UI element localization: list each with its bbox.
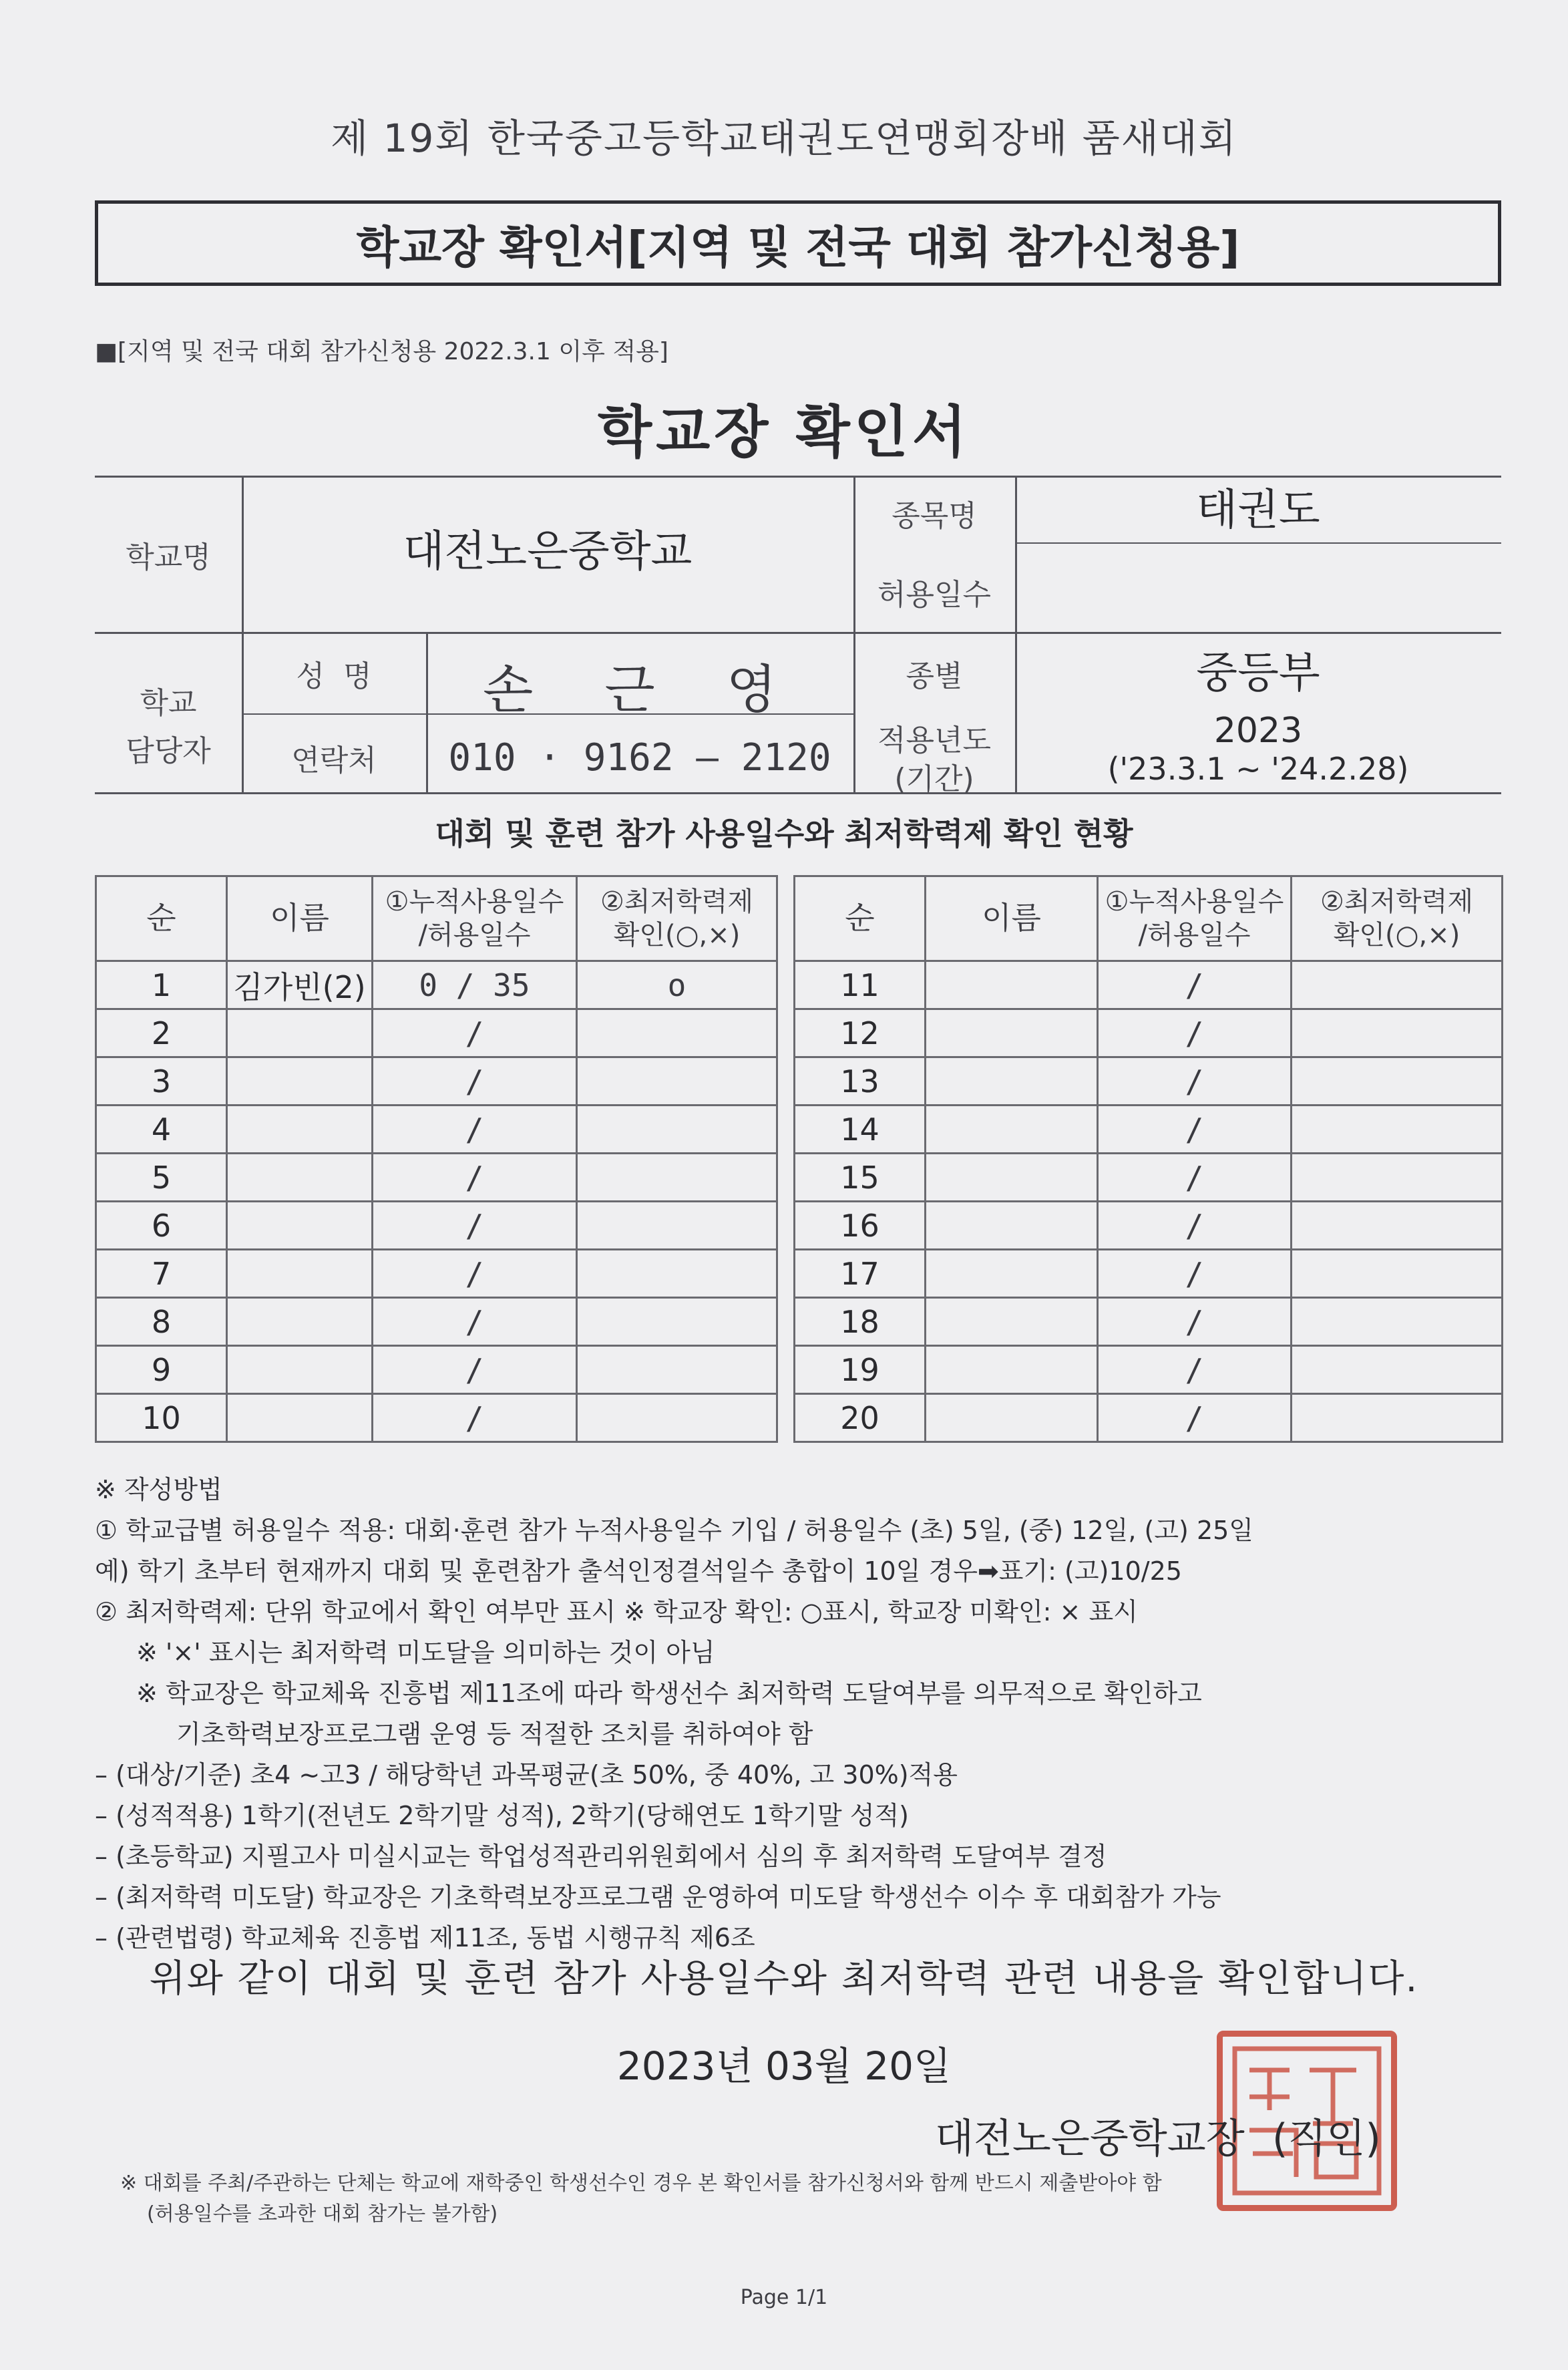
row-days-cell: / (1098, 1202, 1292, 1250)
note-line: ① 학교급별 허용일수 적용: 대회·훈련 참가 누적사용일수 기입 / 허용일수 (초) 5일, (중) 12일, (고) 25일 (95, 1516, 1254, 1545)
header-no-right: 순 (795, 876, 926, 961)
sport-label: 종목명 (892, 499, 977, 533)
note-line: ※ 작성방법 (95, 1475, 222, 1504)
note-line: – (대상/기준) 초4 ~고3 / 해당학년 과목평균(초 50%, 중 40%, 고 30%)적용 (95, 1760, 958, 1790)
row-acad-cell (577, 1250, 777, 1298)
row-no-cell: 4 (96, 1106, 227, 1154)
row-name-cell (926, 1154, 1098, 1202)
info-bottom-border (95, 792, 1501, 794)
header-acad-left (577, 876, 777, 961)
row-acad-cell: o (577, 961, 777, 1009)
header-days-right (1098, 876, 1292, 961)
row-acad-cell (1292, 1154, 1503, 1202)
issue-date: 2023년 03월 20일 (616, 2043, 952, 2089)
row-name-cell (227, 1298, 373, 1346)
row-days-cell: / (373, 1106, 577, 1154)
row-no-cell: 11 (795, 961, 926, 1009)
table-row (96, 1057, 1503, 1106)
row-days-cell: / (1098, 1009, 1292, 1057)
year-value: 2023 (1213, 711, 1303, 751)
row-days-cell: / (1098, 1106, 1292, 1154)
row-name-cell (227, 1106, 373, 1154)
row-no-cell: 14 (795, 1106, 926, 1154)
note-line: ② 최저학력제: 단위 학교에서 확인 여부만 표시 ※ 학교장 확인: ○표시, 학교장 미확인: × 표시 (95, 1597, 1138, 1627)
row-name-cell (926, 1298, 1098, 1346)
year-label-line1: 적용년도 (877, 723, 991, 757)
header-acad-line1: ②최저학력제 (600, 886, 754, 917)
row-name-cell (227, 1394, 373, 1442)
row-name-cell (926, 961, 1098, 1009)
row-no-cell: 10 (96, 1394, 227, 1442)
row-name-cell (227, 1250, 373, 1298)
row-days-cell: / (1098, 1298, 1292, 1346)
table-row (96, 1154, 1503, 1202)
header-acad-line1: ②최저학력제 (1320, 886, 1474, 917)
row-days-cell: / (373, 1394, 577, 1442)
row-no-cell: 13 (795, 1057, 926, 1106)
row-acad-cell (577, 1346, 777, 1394)
scope-note: ■[지역 및 전국 대회 참가신청용 2022.3.1 이후 적용] (95, 338, 668, 365)
row-name-cell (926, 1106, 1098, 1154)
note-line: ※ 학교장은 학교체육 진흥법 제11조에 따라 학생선수 최저학력 도달여부를 의무적으로 확인하고 (136, 1679, 1202, 1708)
row-acad-cell (577, 1394, 777, 1442)
footnote-line1: ※ 대회를 주최/주관하는 단체는 학교에 재학중인 학생선수인 경우 본 확인서를 참가신청서와 함께 반드시 제출받아야 함 (120, 2172, 1162, 2195)
table-gap (777, 1202, 795, 1250)
row-days-cell: / (373, 1202, 577, 1250)
division-value: 중등부 (1196, 649, 1320, 698)
row-days-cell: / (373, 1057, 577, 1106)
table-gap (777, 876, 795, 961)
row-no-cell: 20 (795, 1394, 926, 1442)
row-no-cell: 18 (795, 1298, 926, 1346)
row-days-cell: / (1098, 1057, 1292, 1106)
row-days-cell: / (1098, 1154, 1292, 1202)
confirmation-statement: 위와 같이 대회 및 훈련 참가 사용일수와 최저학력 관련 내용을 확인합니다. (149, 1957, 1419, 2001)
notes-section (95, 1470, 1511, 1959)
header-name-right: 이름 (926, 876, 1098, 961)
row-no-cell: 8 (96, 1298, 227, 1346)
row-name-cell (926, 1202, 1098, 1250)
header-days-line1: ①누적사용일수 (385, 886, 564, 917)
row-no-cell: 16 (795, 1202, 926, 1250)
row-no-cell: 19 (795, 1346, 926, 1394)
note-line: – (초등학교) 지필고사 미실시교는 학업성적관리위원회에서 심의 후 최저학력 도달여부 결정 (95, 1842, 1107, 1871)
note-line: – (최저학력 미도달) 학교장은 기초학력보장프로그램 운영하여 미도달 학생선수 이수 후 대회참가 가능 (95, 1882, 1221, 1912)
row-acad-cell (1292, 1346, 1503, 1394)
note-line: – (성적적용) 1학기(전년도 2학기말 성적), 2학기(당해연도 1학기말 성적) (95, 1801, 909, 1830)
table-gap (777, 1394, 795, 1442)
section-title: 대회 및 훈련 참가 사용일수와 최저학력제 확인 현황 (435, 816, 1133, 852)
row-days-cell: / (373, 1346, 577, 1394)
table-gap (777, 1154, 795, 1202)
school-name-label: 학교명 (126, 540, 211, 574)
usage-table (95, 875, 1503, 1443)
table-row (96, 1202, 1503, 1250)
row-no-cell: 5 (96, 1154, 227, 1202)
table-row (96, 1009, 1503, 1057)
table-gap (777, 961, 795, 1009)
table-header-row (96, 876, 1503, 961)
row-acad-cell (577, 1202, 777, 1250)
row-acad-cell (577, 1106, 777, 1154)
row-name-cell (926, 1346, 1098, 1394)
table-gap (777, 1250, 795, 1298)
note-line: 기초학력보장프로그램 운영 등 적절한 조치를 취하여야 함 (176, 1719, 813, 1749)
row-days-cell: / (1098, 961, 1292, 1009)
row-acad-cell (1292, 1057, 1503, 1106)
header-days-line2: /허용일수 (418, 920, 531, 951)
table-gap (777, 1298, 795, 1346)
footnote-line2: (허용일수를 초과한 대회 참가는 불가함) (147, 2202, 498, 2226)
table-row (96, 1106, 1503, 1154)
row-no-cell: 3 (96, 1057, 227, 1106)
row-acad-cell (1292, 1394, 1503, 1442)
row-acad-cell (577, 1298, 777, 1346)
row-name-cell (227, 1154, 373, 1202)
row-no-cell: 2 (96, 1009, 227, 1057)
header-acad-line2: 확인(○,×) (1333, 920, 1460, 951)
header-days-line2: /허용일수 (1138, 920, 1251, 951)
row-no-cell: 1 (96, 961, 227, 1009)
header-days-left (373, 876, 577, 961)
row-days-cell: / (373, 1154, 577, 1202)
row-acad-cell (1292, 1106, 1503, 1154)
table-row (96, 1394, 1503, 1442)
row-acad-cell (1292, 1250, 1503, 1298)
banner-title (95, 200, 1501, 286)
row-name-cell (227, 1202, 373, 1250)
row-name-cell (227, 1057, 373, 1106)
row-days-cell: 0 / 35 (373, 961, 577, 1009)
row-days-cell: / (373, 1250, 577, 1298)
row-name-cell (926, 1394, 1098, 1442)
table-row (96, 1250, 1503, 1298)
name-label: 성 명 (296, 659, 372, 693)
row-no-cell: 9 (96, 1346, 227, 1394)
contact-value: 010 · 9162 – 2120 (448, 736, 831, 780)
row-acad-cell (577, 1154, 777, 1202)
row-name-cell (926, 1250, 1098, 1298)
info-row-divider (1015, 542, 1501, 544)
row-name-cell (227, 1346, 373, 1394)
row-days-cell: / (373, 1298, 577, 1346)
school-name-value: 대전노은중학교 (403, 527, 693, 576)
row-no-cell: 6 (96, 1202, 227, 1250)
year-label-line2: (기간) (894, 762, 974, 796)
period-value: ('23.3.1 ~ '24.2.28) (1107, 751, 1409, 787)
row-no-cell: 7 (96, 1250, 227, 1298)
header-days-line1: ①누적사용일수 (1105, 886, 1284, 917)
staff-name-value: 손 근 영 (483, 660, 797, 720)
row-days-cell: / (1098, 1346, 1292, 1394)
row-name-cell (926, 1009, 1098, 1057)
page-number: Page 1/1 (740, 2286, 828, 2309)
row-name-cell (926, 1057, 1098, 1106)
division-label: 종별 (906, 659, 963, 693)
info-mid-border (95, 632, 1501, 634)
row-acad-cell (1292, 1298, 1503, 1346)
header-acad-line2: 확인(○,×) (613, 920, 741, 951)
row-acad-cell (1292, 961, 1503, 1009)
row-name-cell (227, 1009, 373, 1057)
row-days-cell: / (1098, 1394, 1292, 1442)
staff-label-line2: 담당자 (126, 734, 211, 768)
footnote (120, 2168, 1509, 2230)
table-row (96, 1346, 1503, 1394)
row-acad-cell (577, 1057, 777, 1106)
note-line: 예) 학기 초부터 현재까지 대회 및 훈련참가 출석인정결석일수 총합이 10일 경우➡표기: (고)10/25 (95, 1556, 1182, 1586)
row-days-cell: / (373, 1009, 577, 1057)
allowed-days-label: 허용일수 (877, 578, 991, 612)
banner-title-text: 학교장 확인서[지역 및 전국 대회 참가신청용] (356, 221, 1240, 273)
row-acad-cell (577, 1009, 777, 1057)
row-no-cell: 12 (795, 1009, 926, 1057)
row-name-cell: 김가빈(2) (227, 961, 373, 1009)
sport-value: 태권도 (1196, 486, 1320, 535)
table-gap (777, 1106, 795, 1154)
principal-name: 대전노은중학교장 (935, 2115, 1245, 2162)
row-acad-cell (1292, 1009, 1503, 1057)
row-no-cell: 17 (795, 1250, 926, 1298)
table-row (96, 1298, 1503, 1346)
staff-label-line1: 학교 (140, 686, 197, 720)
header-acad-right (1292, 876, 1503, 961)
row-acad-cell (1292, 1202, 1503, 1250)
row-no-cell: 15 (795, 1154, 926, 1202)
header-name-left: 이름 (227, 876, 373, 961)
contact-label: 연락처 (291, 743, 377, 778)
note-line: ※ '×' 표시는 최저학력 미도달을 의미하는 것이 아님 (136, 1638, 715, 1667)
competition-title: 제 19회 한국중고등학교태권도연맹회장배 품새대회 (331, 116, 1237, 161)
seal-note: (직인) (1272, 2115, 1381, 2162)
table-gap (777, 1346, 795, 1394)
document-heading: 학교장 확인서 (597, 399, 971, 465)
table-gap (777, 1009, 795, 1057)
note-line: – (관련법령) 학교체육 진흥법 제11조, 동법 시행규칙 제6조 (95, 1923, 755, 1953)
table-row (96, 961, 1503, 1009)
row-days-cell: / (1098, 1250, 1292, 1298)
table-gap (777, 1057, 795, 1106)
header-no-left: 순 (96, 876, 227, 961)
